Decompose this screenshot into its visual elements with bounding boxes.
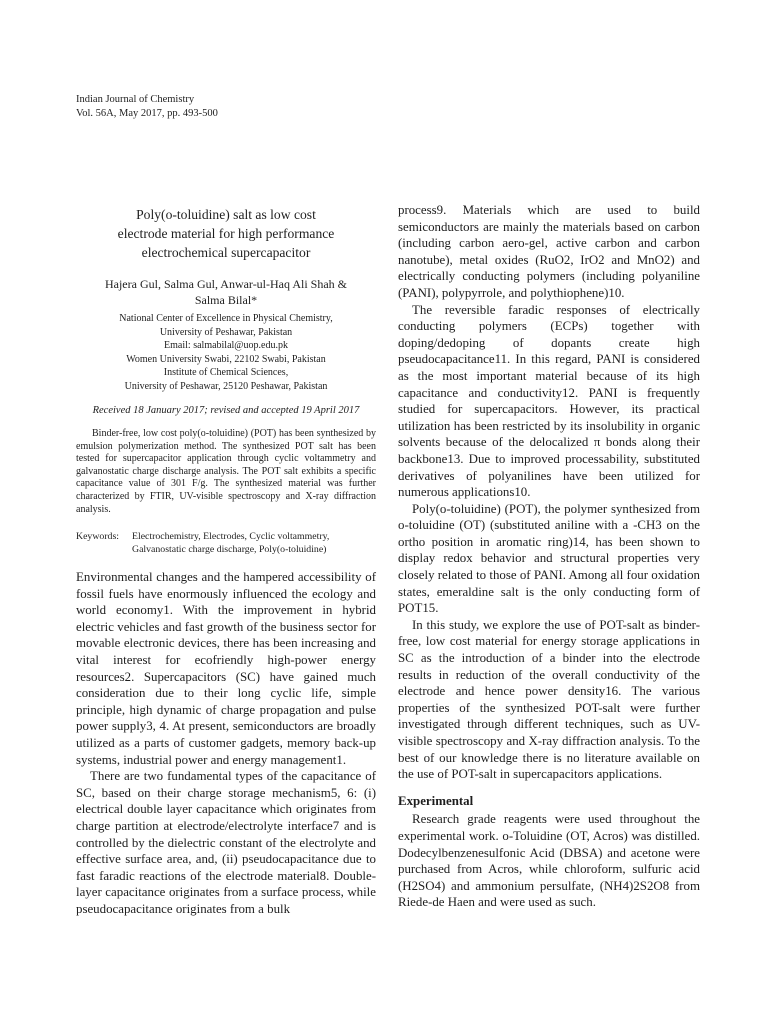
section-heading-experimental: Experimental	[398, 793, 474, 808]
right-paragraph-2: The reversible faradic responses of electrically conducting polymers (ECPs) together with doping/dedoping of dopants create high pseudocapacitance11. In this regard, PANI is considered as the most important material because of its high capacitance and conductivity12. PANI is frequently studied for supercapacitors. However, its practical utilization has been restricted by its insolubility in organic solvents because of the delocalized π bonds along their backbone13. Due to improved processability, substituted derivatives of polyanilines have been utilized for numerous applications10.	[398, 302, 700, 500]
title-line-2: electrode material for high performance	[117, 226, 335, 241]
affiliation-c: Institute of Chemical Sciences,	[163, 367, 289, 378]
title-line-3: electrochemical supercapacitor	[141, 245, 311, 260]
affiliation-a-cont: University of Peshawar, Pakistan	[159, 326, 293, 338]
left-column-body	[76, 569, 376, 917]
left-paragraph-1: Environmental changes and the hampered accessibility of fossil fuels have enormously influenced the ecology and world economy1. With the improvement in hybrid electric vehicles and fast growth of the business sector for movable electronic devices, there has been increasing and vital interest for ecofriendly high-power energy resources2. Supercapacitors (SC) have gained much consideration due to their long cyclic life, simple principle, high dynamic of charge propagation and pulse power supply3, 4. At present, semiconductors are broadly utilized as a parts of customer gadgets, memory back-up systems, industrial power and energy management1.	[76, 570, 376, 767]
affiliation-c-cont: University of Peshawar, 25120 Peshawar, Pakistan	[124, 380, 328, 392]
right-paragraph-1: process9. Materials which are used to build semiconductors are mainly the materials based on carbon (including carbon aero-gel, active carbon and carbon nanotube), metal oxides (RuO2, IrO2 and MnO2) and electrically conducting polymers (including polyaniline (PANI), polypyrrole, and polythiophene)10.	[398, 203, 700, 300]
journal-volume: Vol. 56A, May 2017, pp. 493-500	[76, 108, 218, 119]
authors-line-1: Hajera Gul, Salma Gul, Anwar-ul-Haq Ali Shah &	[104, 277, 348, 291]
abstract: Binder-free, low cost poly(o-toluidine) (POT) has been synthesized by emulsion polymerization method. The synthesized POT salt has been tested for supercapacitor application through cyclic voltammetry and galvanostatic charge discharge analysis. The POT salt exhibits a specific capacitance value of 301 F/g. The synthesized material was further characterized by FTIR, UV-visible spectroscopy and X-ray diffraction analysis.	[76, 428, 376, 515]
affiliation-b: Women University Swabi, 22102 Swabi, Pakistan	[126, 353, 326, 365]
journal-name: Indian Journal of Chemistry	[76, 94, 195, 105]
paper-title	[76, 205, 376, 262]
keywords-label: Keywords:	[76, 531, 119, 542]
left-paragraph-2: There are two fundamental types of the capacitance of SC, based on their charge storage mechanism5, 6: (i) electrical double layer capacitance which originates from charge partition at electrode/electrolyte interface7 and is controlled by the dielectric constant of the electrolyte and effective surface area, and, (ii) pseudocapacitance due to fast faradic reactions of the electrode material8. Double-layer capacitance originates from a surface process, while pseudocapacitance originates from a bulk	[76, 769, 376, 916]
affiliations	[76, 312, 376, 393]
right-paragraph-4: In this study, we explore the use of POT-salt as binder-free, low cost material for energy storage applications in SC as the introduction of a binder into the electrode results in reduction of the overall conductivity of the electrode and hence power density16. The various properties of the synthesized POT-salt were further investigated through different techniques, such as UV-visible spectroscopy and X-ray diffraction analysis. To the best of our knowledge there is no literature available on the use of POT-salt in supercapacitors applications.	[398, 617, 700, 782]
affiliation-a: National Center of Excellence in Physical Chemistry,	[119, 313, 333, 324]
authors-line-2: Salma Bilal*	[194, 293, 258, 307]
keywords	[76, 530, 376, 556]
email[interactable]: Email: salmabilal@uop.edu.pk	[164, 340, 288, 351]
journal-header	[76, 93, 218, 121]
keywords-text: Electrochemistry, Electrodes, Cyclic voltammetry, Galvanostatic charge discharge, Poly(o-toluidine)	[132, 531, 330, 555]
received-dates: Received 18 January 2017; revised and accepted 19 April 2017	[92, 405, 360, 416]
right-paragraph-3: Poly(o-toluidine) (POT), the polymer synthesized from o-toluidine (OT) (substituted aniline with a -CH3 on the ortho position in aromatic ring)14, has been shown to display redox behavior and structural properties very closely related to those of PANI. Among all four oxidation states, emeraldine salt is the only conducting form of POT15.	[398, 501, 700, 616]
right-column-body	[398, 202, 700, 911]
authors	[76, 276, 376, 308]
right-paragraph-5: Research grade reagents were used throughout the experimental work. o-Toluidine (OT, Acros) was distilled. Dodecylbenzenesulfonic Acid (DBSA) and acetone were purchased from Acros, while chloroform, sulfuric acid (H2SO4) and ammonium persulfate, (NH4)2S2O8 from Riede-de Haen and were used as such.	[398, 812, 700, 910]
title-line-1: Poly(o-toluidine) salt as low cost	[136, 207, 316, 222]
